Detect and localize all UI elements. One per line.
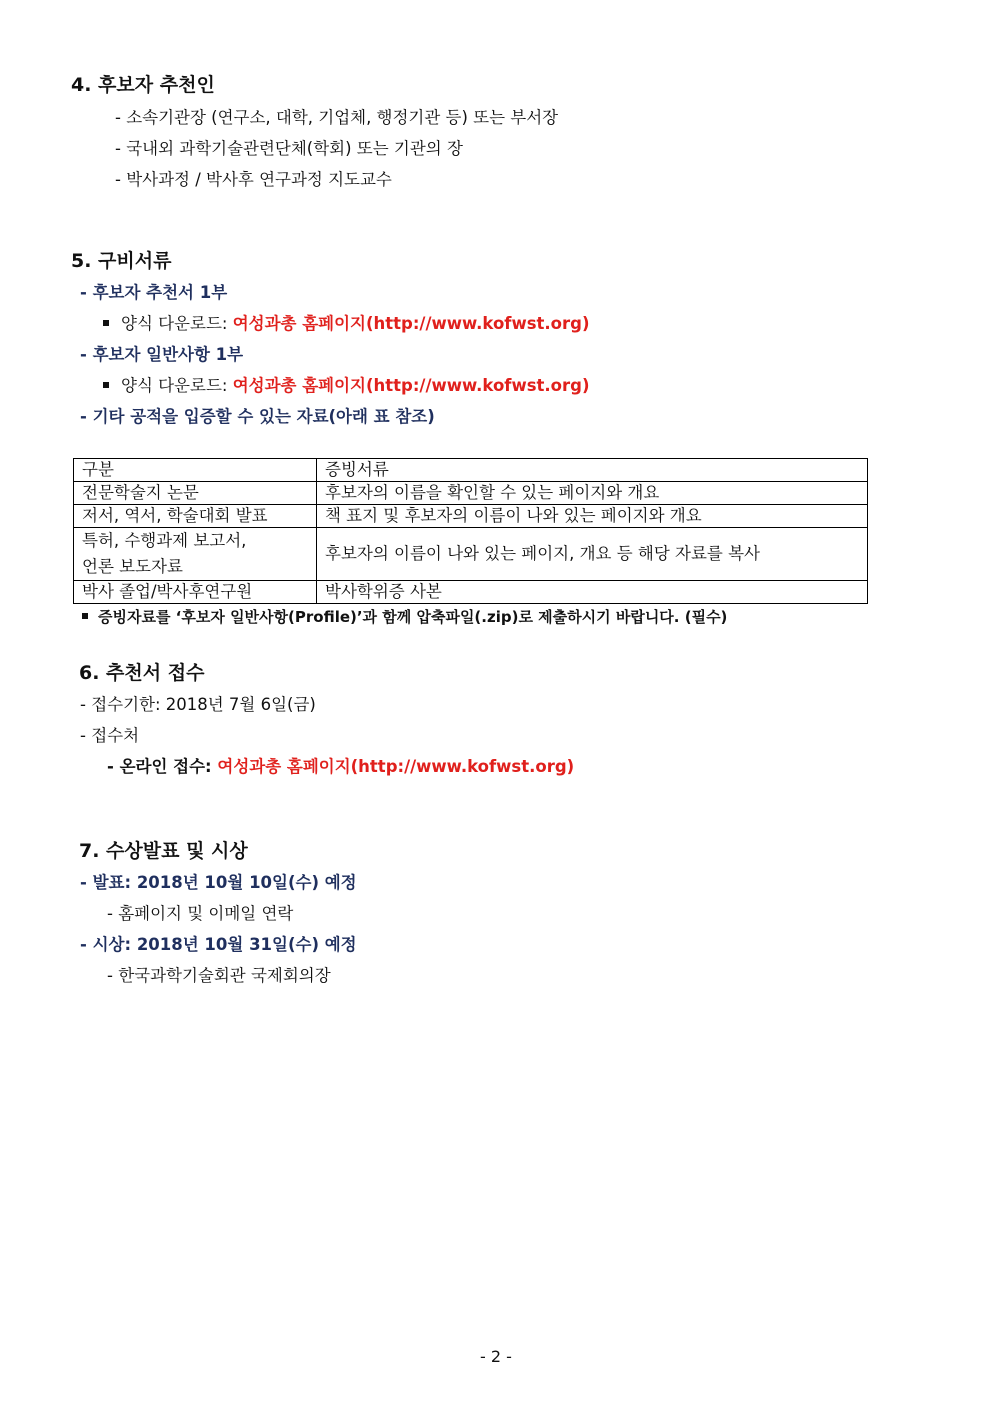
required-doc-evidence: - 기타 공적을 입증할 수 있는 자료(아래 표 참조) — [80, 407, 435, 426]
form-download-line-2 — [103, 375, 590, 397]
ceremony-date: - 시상: 2018년 10월 31일(수) 예정 — [80, 935, 357, 954]
evidence-table — [73, 458, 868, 604]
online-submission-line — [107, 756, 574, 778]
kofwst-homepage-link[interactable]: 여성과총 홈페이지(http://www.kofwst.org) — [232, 376, 590, 395]
evidence-note — [82, 606, 727, 628]
square-bullet-icon — [103, 382, 109, 388]
announcement-date: - 발표: 2018년 10월 10일(수) 예정 — [80, 873, 357, 892]
table-cell: 박사학위증 사본 — [317, 581, 868, 604]
required-doc-profile: - 후보자 일반사항 1부 — [80, 345, 244, 364]
section-7-title: 7. 수상발표 및 시상 — [79, 840, 248, 862]
required-doc-recommendation: - 후보자 추천서 1부 — [80, 283, 228, 302]
table-cell: 후보자의 이름을 확인할 수 있는 페이지와 개요 — [317, 482, 868, 505]
table-cell: 박사 졸업/박사후연구원 — [74, 581, 317, 604]
table-cell: 저서, 역서, 학술대회 발표 — [74, 505, 317, 528]
online-submission-label: - 온라인 접수: — [107, 757, 218, 776]
page-number: - 2 - — [480, 1347, 512, 1366]
table-row — [74, 505, 868, 528]
table-header-cell: 증빙서류 — [317, 459, 868, 482]
table-cell: 언론 보도자료 — [74, 554, 317, 581]
square-bullet-icon — [103, 320, 109, 326]
kofwst-homepage-link[interactable]: 여성과총 홈페이지(http://www.kofwst.org) — [232, 314, 590, 333]
section-4-item-3: - 박사과정 / 박사후 연구과정 지도교수 — [115, 170, 392, 189]
table-row — [74, 482, 868, 505]
section-4-title: 4. 후보자 추천인 — [71, 74, 215, 96]
submission-place: - 접수처 — [80, 726, 140, 745]
ceremony-venue: - 한국과학기술회관 국제회의장 — [107, 966, 331, 985]
submission-deadline: - 접수기한: 2018년 7월 6일(금) — [80, 695, 316, 714]
table-row — [74, 528, 868, 555]
section-4-item-1: - 소속기관장 (연구소, 대학, 기업체, 행정기관 등) 또는 부서장 — [115, 108, 559, 127]
table-cell: 후보자의 이름이 나와 있는 페이지, 개요 등 해당 자료를 복사 — [317, 528, 868, 581]
section-4-item-2: - 국내외 과학기술관련단체(학회) 또는 기관의 장 — [115, 139, 463, 158]
table-cell: 전문학술지 논문 — [74, 482, 317, 505]
form-download-label: 양식 다운로드: — [121, 376, 233, 395]
section-6-title: 6. 추천서 접수 — [79, 662, 205, 684]
table-row — [74, 581, 868, 604]
announcement-method: - 홈페이지 및 이메일 연락 — [107, 904, 294, 923]
section-5-title: 5. 구비서류 — [71, 250, 172, 272]
form-download-label: 양식 다운로드: — [121, 314, 233, 333]
table-header-row — [74, 459, 868, 482]
table-header-cell: 구분 — [74, 459, 317, 482]
table-cell: 특허, 수행과제 보고서, — [74, 528, 317, 555]
kofwst-homepage-link[interactable]: 여성과총 홈페이지(http://www.kofwst.org) — [217, 757, 575, 776]
square-bullet-icon — [82, 613, 88, 619]
form-download-line-1 — [103, 313, 590, 335]
table-cell: 책 표지 및 후보자의 이름이 나와 있는 페이지와 개요 — [317, 505, 868, 528]
evidence-note-text: 증빙자료를 ‘후보자 일반사항(Profile)’과 함께 압축파일(.zip)로 제출하시기 바랍니다. (필수) — [98, 608, 728, 626]
